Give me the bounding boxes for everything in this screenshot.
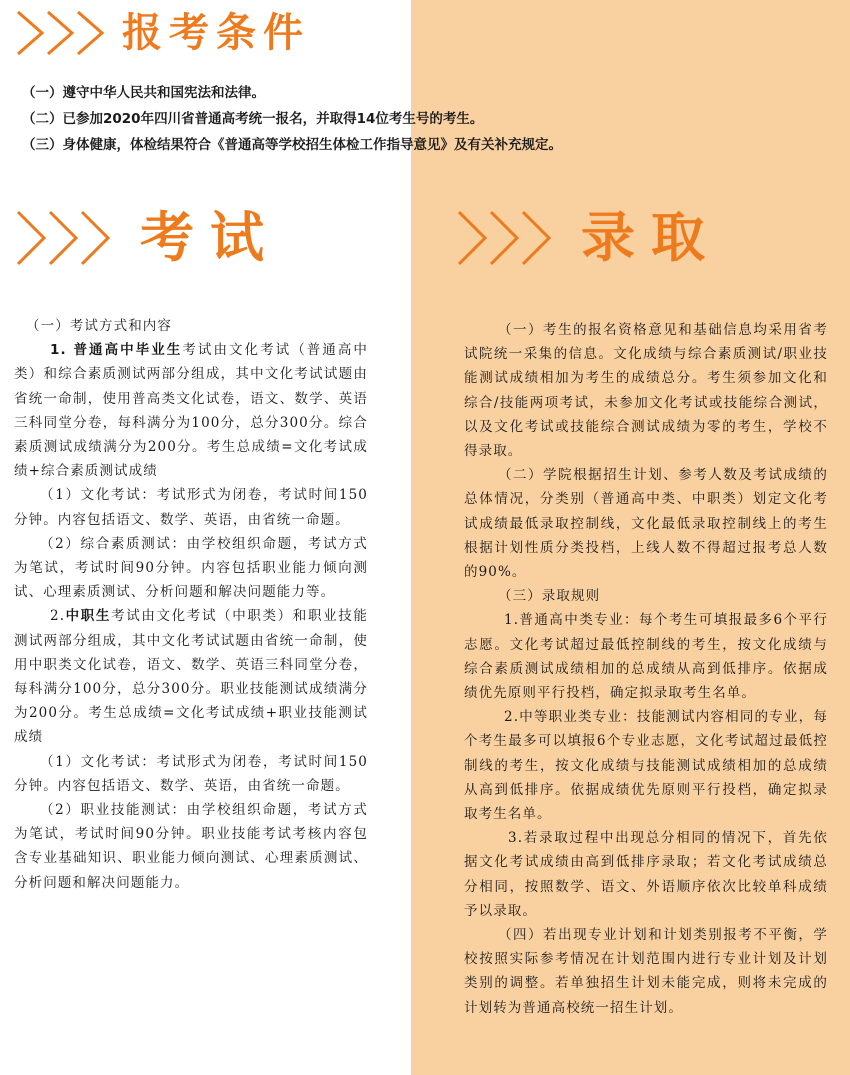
exam-section-title: （一）考试方式和内容	[26, 318, 172, 334]
exam-paragraph: （1）文化考试：考试形式为闭卷，考试时间150分钟。内容包括语文、数学、英语，由省统一命题。	[14, 487, 368, 528]
conditions-list	[22, 80, 822, 158]
triple-chevron-icon	[455, 208, 567, 268]
admission-rule: 2.中等职业类专业：技能测试内容相同的专业，每个考生最多可以填报6个专业志愿，文化考试超过最低控制线的考生，按文化成绩与技能测试成绩相加的总成绩从高到低排序。依据成绩优先原则平行投档，确定拟录取考生名单。	[464, 709, 828, 823]
exam-p2-text: 考试由文化考试（中职类）和职业技能测试两部分组成，其中文化考试试题由省统一命制，使用中职类文化试卷，语文、数学、英语三科同堂分卷，每科满分100分，总分300分。职业技能测试成绩满分为200分。考生总成绩=文化考试成绩+职业技能测试成绩	[14, 608, 368, 746]
admission-paragraph: （二）学院根据招生计划、参考人数及考试成绩的总体情况，分类别（普通高中类、中职类）划定文化考试成绩最低录取控制线，文化最低录取控制线上的考生根据计划性质分类投档，上线人数不得超过报考总人数的90%。	[464, 467, 828, 581]
condition-item: （二）已参加2020年四川省普通高考统一报名，并取得14位考生号的考生。	[22, 111, 484, 127]
conditions-title: 报考条件	[122, 10, 310, 56]
exam-heading	[14, 208, 280, 268]
exam-content	[14, 314, 368, 895]
exam-paragraph	[14, 604, 368, 749]
admission-content	[464, 318, 828, 1020]
admission-rule: 1.普通高中类专业：每个考生可填报最多6个平行志愿。文化考试超过最低控制线的考生，按文化成绩与综合素质测试成绩相加的总成绩从高到低排序。依据成绩优先原则平行投档，确定拟录取考生名单。	[464, 612, 828, 702]
admission-paragraph: （一）考生的报名资格意见和基础信息均采用省考试院统一采集的信息。文化成绩与综合素质测试/职业技能测试成绩相加为考生的成绩总分。考生须参加文化和综合/技能两项考试，未参加文化考试或技能综合测试，以及文化考试或技能综合测试成绩为零的考生，学校不得录取。	[464, 322, 828, 460]
exam-paragraph	[14, 338, 368, 483]
exam-paragraph: （2）职业技能测试：由学校组织命题，考试方式为笔试，考试时间90分钟。职业技能考试考核内容包含专业基础知识、职业能力倾向测试、心理素质测试、分析问题和解决问题能力。	[14, 802, 368, 891]
admission-rule: 3.若录取过程中出现总分相同的情况下，首先依据文化考试成绩由高到低排序录取；若文化考试成绩总分相同，按照数学、语文、外语顺序依次比较单科成绩予以录取。	[464, 830, 828, 919]
admission-heading	[455, 208, 721, 268]
admission-rules-title: （三）录取规则	[498, 588, 601, 605]
admission-title: 录取	[581, 206, 721, 269]
exam-p1-keyword: 普通高中毕业生	[73, 342, 183, 359]
admission-paragraph: （四）若出现专业计划和计划类别报考不平衡，学校按照实际参考情况在计划范围内进行专业计划及计划类别的调整。若单独招生计划未能完成，则将未完成的计划转为普通高校统一招生计划。	[464, 927, 828, 1016]
exam-paragraph: （1）文化考试：考试形式为闭卷，考试时间150分钟。内容包括语文、数学、英语，由省统一命题。	[14, 753, 368, 794]
exam-p2-keyword: 中职生	[65, 608, 112, 625]
exam-title: 考试	[140, 206, 280, 269]
exam-paragraph: （2）综合素质测试：由学校组织命题，考试方式为笔试，考试时间90分钟。内容包括职业能力倾向测试、心理素质测试、分析问题和解决问题能力等。	[14, 535, 368, 601]
condition-item: （三）身体健康，体检结果符合《普通高等学校招生体检工作指导意见》及有关补充规定。	[22, 137, 562, 153]
exam-p1-text: 考试由文化考试（普通高中类）和综合素质测试两部分组成，其中文化考试试题由省统一命制，使用普高类文化试卷，语文、数学、英语三科同堂分卷，每科满分为100分，总分300分。综合素质测试成绩满分为200分。考生总成绩=文化考试成绩+综合素质测试成绩	[14, 342, 369, 480]
triple-chevron-icon	[14, 208, 126, 268]
triple-chevron-icon	[14, 8, 118, 58]
exam-p2-number: 2.	[50, 608, 66, 625]
condition-item: （一）遵守中华人民共和国宪法和法律。	[22, 85, 265, 101]
exam-p1-number: 1.	[50, 342, 74, 359]
conditions-heading	[14, 8, 310, 58]
